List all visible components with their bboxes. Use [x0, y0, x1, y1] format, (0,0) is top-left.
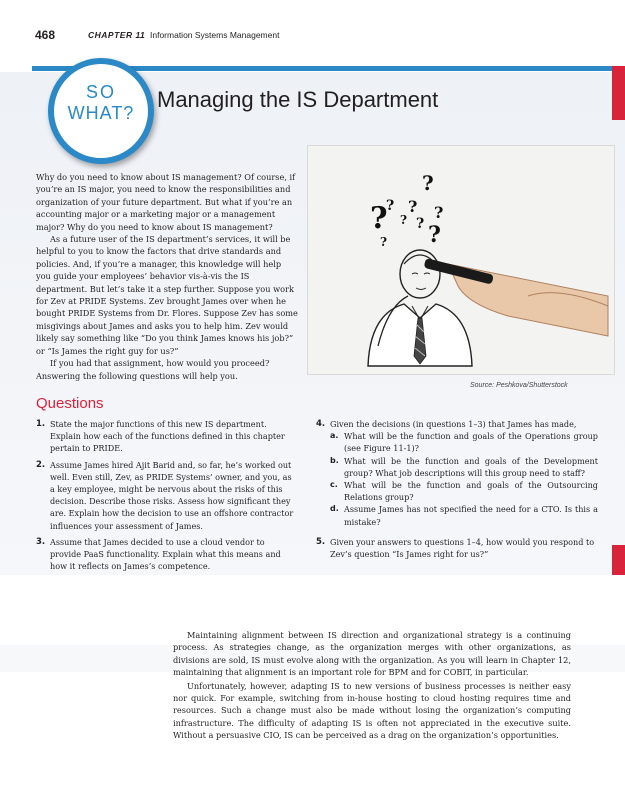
- question-text: Assume that James decided to use a cloud vendor to provide PaaS functionality. Explain what this means and how it reflects on James’s competence.: [50, 536, 281, 572]
- question-text: State the major functions of this new IS department. Explain how each of the functions defined in this chapter pertain to PRIDE.: [50, 419, 285, 454]
- svg-text:?: ?: [422, 171, 434, 195]
- so-what-badge: [48, 58, 154, 164]
- question-number: 5.: [316, 536, 326, 547]
- question-number: 3.: [36, 536, 46, 547]
- intro-paragraph-3: If you had that assignment, how would you proceed? Answering the following questions will help you.: [36, 358, 270, 381]
- intro-paragraph-2: As a future user of the IS department’s services, it will be helpful to you to know the factors that drive standards and policies. And, if you’re a manager, this knowledge will help you guide your employees’ behavior vis-à-vis the IS department. But let’s take it a step further. Suppose you work for Zev at PRIDE Systems. Zev brought James over when he bought PRIDE Systems from Dr. Flores. Suppose Zev has some misgivings about James and asks you to help him. Zev would likely say something like “Do you think James knows his job?” or “Is James the right guy for us?”: [36, 234, 298, 356]
- svg-text:?: ?: [428, 222, 441, 248]
- chapter-label: CHAPTER 11: [88, 30, 146, 40]
- question-4b: [330, 455, 598, 479]
- question-number: 4.: [316, 419, 326, 429]
- question-4d: [330, 503, 598, 527]
- sub-question-text: What will be the function and goals of the Outsourcing Relations group?: [344, 480, 598, 503]
- question-4a: [330, 430, 598, 454]
- questions-heading: Questions: [36, 395, 104, 412]
- question-3: [36, 536, 298, 573]
- chapter-title: Information Systems Management: [150, 30, 280, 40]
- question-4: [316, 418, 598, 528]
- red-tab-bottom: [612, 545, 625, 575]
- sub-question-text: What will be the function and goals of the Development group? What job descriptions will this group need to staff?: [344, 455, 598, 478]
- thinking-man-photo: [308, 146, 614, 374]
- intro-text: [36, 171, 298, 382]
- badge-line-1: SO: [85, 82, 116, 102]
- sub-question-text: What will be the function and goals of the Operations group (see Figure 11-1)?: [344, 431, 598, 454]
- question-5: [316, 536, 598, 560]
- badge-line-2: WHAT?: [67, 103, 135, 123]
- question-text: Assume James hired Ajit Barid and, so far, he’s worked out well. Even still, Zev, as PRIDE Systems’ owner, and you, as a key employee, might be nervous about the risks of this decision. Describe those risks. Assess how significant they are. Explain how the decision to use an offshore contractor influences your assessment of James.: [50, 459, 294, 531]
- svg-text:?: ?: [386, 198, 395, 214]
- red-tab-top: [612, 66, 625, 120]
- question-4c: [330, 479, 598, 503]
- sub-letter: a.: [330, 431, 339, 441]
- sub-letter: c.: [330, 480, 338, 490]
- questions-left-column: [36, 418, 298, 576]
- question-text: Given the decisions (in questions 1–3) that James has made,: [330, 419, 577, 429]
- questions-right-column: [316, 418, 598, 564]
- sub-letter: b.: [330, 455, 339, 465]
- sub-letter: d.: [330, 504, 339, 514]
- intro-paragraph-1: Why do you need to know about IS management? Of course, if you’re an IS major, you need to know the responsibilities and organization of your future department. But what if you’re an accounting major or a marketing major or a management major? Why do you need to know about IS management?: [36, 172, 296, 232]
- svg-text:?: ?: [416, 216, 425, 232]
- svg-text:?: ?: [400, 213, 408, 227]
- question-text: Given your answers to questions 1–4, how would you respond to Zev’s question “Is James right for us?”: [330, 536, 595, 560]
- thinking-man-illustration-icon: [308, 146, 614, 374]
- svg-text:?: ?: [380, 235, 388, 249]
- feature-title: Managing the IS Department: [157, 87, 439, 112]
- body-text: [173, 629, 571, 743]
- body-paragraph-2: Unfortunately, however, adapting IS to new versions of business processes is neither easy nor quick. For example, switching from in-house hosting to cloud hosting requires time and resources. Such a change must also be made without losing the organization’s computing infrastructure. The difficulty of adapting IS is often not appreciated in the executive suite. Without a persuasive CIO, IS can be perceived as a drag on the organization’s opportunities.: [173, 680, 571, 741]
- svg-text:?: ?: [408, 197, 418, 216]
- question-number: 2.: [36, 459, 46, 470]
- question-number: 1.: [36, 419, 46, 429]
- photo-credit: Source: Peshkova/Shutterstock: [470, 382, 568, 389]
- svg-text:?: ?: [434, 203, 444, 222]
- svg-text:?: ?: [370, 201, 388, 236]
- body-paragraph-1: Maintaining alignment between IS direction and organizational strategy is a continuing process. As strategies change, as the organization merges with other organizations, as divisions are sold, IS must evolve along with the organization. As you will learn in Chapter 12, maintaining that alignment is an important role for BPM and for COBIT, in particular.: [173, 630, 571, 678]
- page-number: 468: [35, 28, 56, 42]
- question-2: [36, 459, 298, 532]
- question-1: [36, 418, 298, 455]
- sub-question-text: Assume James has not specified the need for a CTO. Is this a mistake?: [344, 504, 598, 527]
